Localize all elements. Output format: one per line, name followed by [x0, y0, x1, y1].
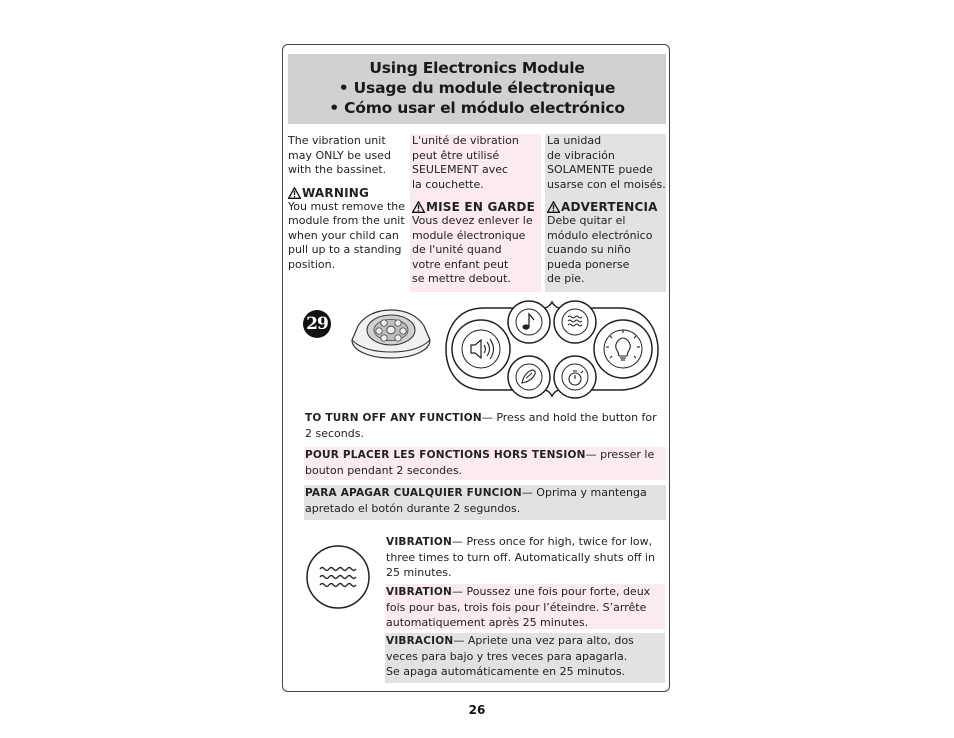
warning-line: when your child can [288, 228, 399, 242]
turn-off-es [304, 485, 666, 520]
music-button[interactable] [508, 301, 550, 343]
warning-line: votre enfant peut [412, 257, 509, 271]
turn-off-es-label: PARA APAGAR CUALQUIER FUNCION [305, 487, 522, 499]
warning-line: se mettre debout. [412, 272, 511, 285]
intro-line: SOLAMENTE puede [547, 163, 653, 176]
warning-line: pull up to a standing [288, 243, 402, 256]
speaker-button[interactable] [452, 320, 510, 378]
vibration-es [385, 633, 665, 683]
turn-off-en-label: TO TURN OFF ANY FUNCTION [305, 412, 482, 424]
electronics-module-illustration [348, 304, 434, 360]
intro-line: The vibration unit [288, 134, 386, 147]
warning-line: cuando su niño [547, 243, 631, 256]
warning-heading [412, 200, 541, 214]
warning-line: Debe quitar el [547, 214, 626, 227]
header-title-es: • Cómo usar el módulo electrónico [329, 99, 625, 117]
vibration-en [385, 534, 665, 580]
header-title-en: Using Electronics Module [369, 59, 585, 77]
vibration-en-label: VIBRATION [386, 536, 453, 548]
vibration-en-text: — Press once for high, twice for low, three times to turn off. Automatically shuts off in 25 minutes. [386, 535, 655, 579]
turn-off-fr-text: — presser le bouton pendant 2 secondes. [305, 448, 655, 477]
intro-line: L'unité de vibration [412, 134, 519, 147]
vibration-es-text-2: Se apaga automáticamente en 25 minutos. [386, 665, 626, 678]
warning-line: You must remove the [288, 199, 406, 213]
intro-line: peut être utilisé [412, 148, 500, 162]
warning-title: MISE EN GARDE [426, 200, 535, 214]
vibration-fr-label: VIBRATION [386, 586, 453, 598]
warning-line: de pie. [547, 272, 585, 285]
intro-line: SEULEMENT avec [412, 163, 509, 176]
turn-off-es-text: — Oprima y mantenga apretado el botón durante 2 segundos. [305, 486, 647, 515]
vibration-button[interactable] [554, 301, 596, 343]
page-number: 26 [468, 703, 486, 717]
vibration-fr [385, 584, 665, 629]
intro-line: may ONLY be used [288, 148, 391, 162]
warning-triangle-icon [547, 201, 560, 213]
light-button[interactable] [594, 320, 652, 378]
warning-title: ADVERTENCIA [561, 200, 658, 214]
intro-line: usarse con el moisés. [547, 177, 666, 191]
warning-triangle-icon [288, 187, 301, 199]
column-spanish [545, 134, 666, 292]
vibration-es-label: VIBRACION [386, 635, 454, 647]
warning-line: pueda ponerse [547, 257, 630, 271]
intro-line: de vibración [547, 148, 615, 162]
warning-heading [288, 186, 408, 200]
timer-button[interactable] [554, 356, 596, 398]
vibration-waves-icon [305, 544, 371, 610]
bird-button[interactable] [508, 356, 550, 398]
warning-line: Vous devez enlever le [412, 214, 533, 227]
warning-heading [547, 200, 666, 214]
intro-line: la couchette. [412, 177, 484, 191]
header-title-fr: • Usage du module électronique [338, 79, 616, 97]
control-panel-diagram [444, 296, 660, 402]
intro-line: La unidad [547, 134, 602, 147]
warning-triangle-icon [412, 201, 425, 213]
turn-off-fr [304, 447, 666, 480]
figure-number-badge: 29 [303, 310, 331, 338]
warning-line: de l'unité quand [412, 243, 502, 256]
section-header [288, 54, 666, 124]
turn-off-fr-label: POUR PLACER LES FONCTIONS HORS TENSION [305, 449, 586, 461]
turn-off-en-text: — Press and hold the button for 2 seconds. [305, 411, 657, 440]
warning-line: module électronique [412, 228, 526, 242]
warning-line: module from the unit [288, 214, 405, 227]
warning-line: módulo electrónico [547, 228, 653, 242]
column-french [410, 134, 541, 292]
warning-title: WARNING [302, 185, 370, 200]
warning-line: position. [288, 257, 336, 271]
intro-line: with the bassinet. [288, 163, 387, 176]
column-english [288, 134, 408, 272]
turn-off-en [304, 410, 666, 441]
vibration-es-text: — Apriete una vez para alto, dos veces para bajo y tres veces para apagarla. [386, 634, 634, 663]
vibration-fr-text: — Poussez une fois pour forte, deux fois pour bas, trois fois pour l’éteindre. S’arrête automatiquement après 25 minutes. [386, 585, 651, 629]
